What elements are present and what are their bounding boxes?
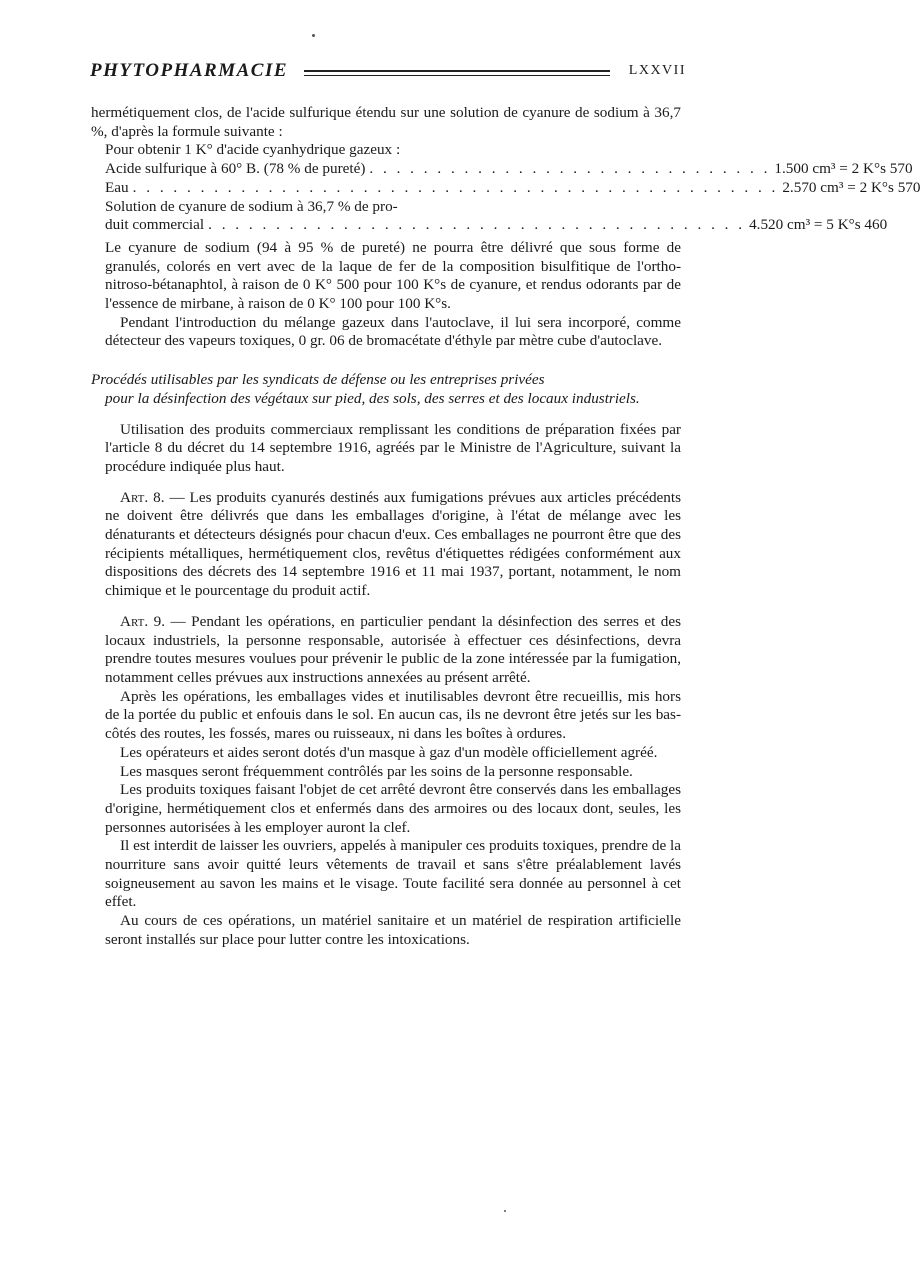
article-9-paragraph: Les opérateurs et aides seront dotés d'un masque à gaz d'un modèle officiellement agréé. bbox=[120, 743, 658, 761]
article-text: — Pendant les opérations, en particulier pendant la désinfection des serres et des locaux industriels, la personne responsable, autorisée à effectuer ces désinfections, devra prendre toutes mesures voulues pour prévenir le public de la zone intéressée par la fumigation, notamment celles prévues aux instructions annexées au présent arrêté. bbox=[105, 612, 682, 686]
section-gap bbox=[105, 601, 681, 613]
formula-label: Solution de cyanure de sodium à 36,7 % de pro- bbox=[105, 197, 398, 215]
formula-label: duit commercial bbox=[105, 216, 205, 234]
subheading-line: Procédés utilisables par les syndicats de défense ou les entreprises privées bbox=[91, 371, 545, 389]
article-8 bbox=[105, 489, 681, 601]
article-9 bbox=[105, 613, 681, 688]
page-body bbox=[91, 104, 920, 950]
scan-speck bbox=[312, 34, 315, 37]
running-title: PHYTOPHARMACIE bbox=[90, 60, 289, 81]
cyanure-paragraph: Le cyanure de sodium (94 à 95 % de pureté) ne pourra être délivré que sous forme de granulés, colorés en vert avec de la laque de fer de la composition bisulfitique de l'ortho-nitroso-bétanaphtol, à raison de 0 K° 500 pour 100 K°s de cyanure, et rendus odorants par de l'essence de mirbane, à raison de 0 K° 100 pour 100 K°s. bbox=[105, 238, 681, 313]
formula-value: 1.500 cm³ = 2 K°s 570 bbox=[774, 160, 913, 178]
article-9-paragraph: Après les opérations, les emballages vides et inutilisables devront être recueillis, mis hors de la portée du public et enfouis dans le sol. En aucun cas, ils ne devront être jetés sur les bas-côtés des routes, les fossés, mares ou ruisseaux, ni dans les boîtes à ordures. bbox=[105, 687, 681, 743]
leader-dots: . . . . . . . . . . . . . . . . . . . . . . . . . . . . . . bbox=[369, 160, 771, 178]
section-gap bbox=[105, 409, 681, 421]
article-text: — Les produits cyanurés destinés aux fumigations prévues aux articles précédents ne doivent être délivrés que dans les emballages d'origine, à l'état de mélange avec les dénaturants et détecteurs désignés pour chacun d'eux. Ces emballages ne pourront être que des récipients métalliques, hermétiquement clos, revêtus d'étiquettes rédigées conformément aux dispositions des décrets des 14 septembre 1916 et 11 mai 1937, portant, notamment, le nom chimique et le pourcentage du produit actif. bbox=[105, 488, 681, 600]
intro-formula-lead: Pour obtenir 1 K° d'acide cyanhydrique gazeux : bbox=[105, 141, 401, 159]
subheading-line: pour la désinfection des végétaux sur pied, des sols, des serres et des locaux industriels. bbox=[105, 389, 640, 407]
formula-row bbox=[105, 198, 681, 217]
formula-value: 2.570 cm³ = 2 K°s 570 bbox=[782, 178, 920, 196]
article-9-paragraph: Les masques seront fréquemment contrôlés par les soins de la personne responsable. bbox=[120, 762, 633, 780]
formula-row bbox=[105, 160, 913, 179]
section-gap bbox=[105, 351, 681, 371]
melange-paragraph: Pendant l'introduction du mélange gazeux dans l'autoclave, il lui sera incorporé, comme détecteur des vapeurs toxiques, 0 gr. 06 de bromacétate d'éthyle par mètre cube d'autoclave. bbox=[105, 313, 681, 350]
utilisation-paragraph: Utilisation des produits commerciaux remplissant les conditions de préparation fixées par l'article 8 du décret du 14 septembre 1916, agréés par le Ministre de l'Agriculture, suivant la procédure indiquée plus haut. bbox=[105, 420, 681, 475]
formula-row bbox=[105, 216, 888, 235]
formula-value: 4.520 cm³ = 5 K°s 460 bbox=[749, 216, 888, 234]
scan-speck bbox=[504, 1210, 506, 1212]
formula-row bbox=[105, 178, 920, 198]
leader-dots: . . . . . . . . . . . . . . . . . . . . . . . . . . . . . . . . . . . . . . . . bbox=[208, 216, 746, 234]
leader-dots: . . . . . . . . . . . . . . . . . . . . . . . . . . . . . . . . . . . . . . . . . . . . . . . . bbox=[132, 178, 779, 196]
article-9-paragraph: Les produits toxiques faisant l'objet de cet arrêté devront être conservés dans les emballages d'origine, hermétiquement clos et enfermés dans des armoires ou des locaux dont, seules, les personnes autorisées à les employer auront la clef. bbox=[105, 781, 681, 836]
formula-label: Acide sulfurique à 60° B. (78 % de pureté) bbox=[105, 160, 366, 178]
formula-table bbox=[105, 160, 920, 235]
formula-label: Eau bbox=[105, 178, 129, 196]
article-9-paragraph: Au cours de ces opérations, un matériel sanitaire et un matériel de respiration artificielle seront installés sur place pour lutter contre les intoxications. bbox=[105, 912, 681, 948]
running-header bbox=[90, 60, 686, 86]
header-rule bbox=[304, 75, 610, 76]
intro-paragraph: hermétiquement clos, de l'acide sulfurique étendu sur une solution de cyanure de sodium à 36,7 %, d'après la formule suivante : bbox=[91, 104, 681, 140]
section-subheading bbox=[91, 371, 681, 408]
page-number: LXXVII bbox=[628, 63, 686, 78]
article-label: Art. 9. bbox=[120, 612, 166, 630]
section-gap bbox=[105, 477, 681, 489]
header-rule bbox=[304, 70, 610, 72]
article-9-paragraph: Il est interdit de laisser les ouvriers, appelés à manipuler ces produits toxiques, prendre de la nourriture sans avoir quitté leurs vêtements de travail et sans s'être préalablement lavés soigneusement au savon les mains et le visage. Toute facilité sera donnée au personnel à cet effet. bbox=[105, 837, 681, 911]
article-label: Art. 8. bbox=[120, 488, 165, 506]
